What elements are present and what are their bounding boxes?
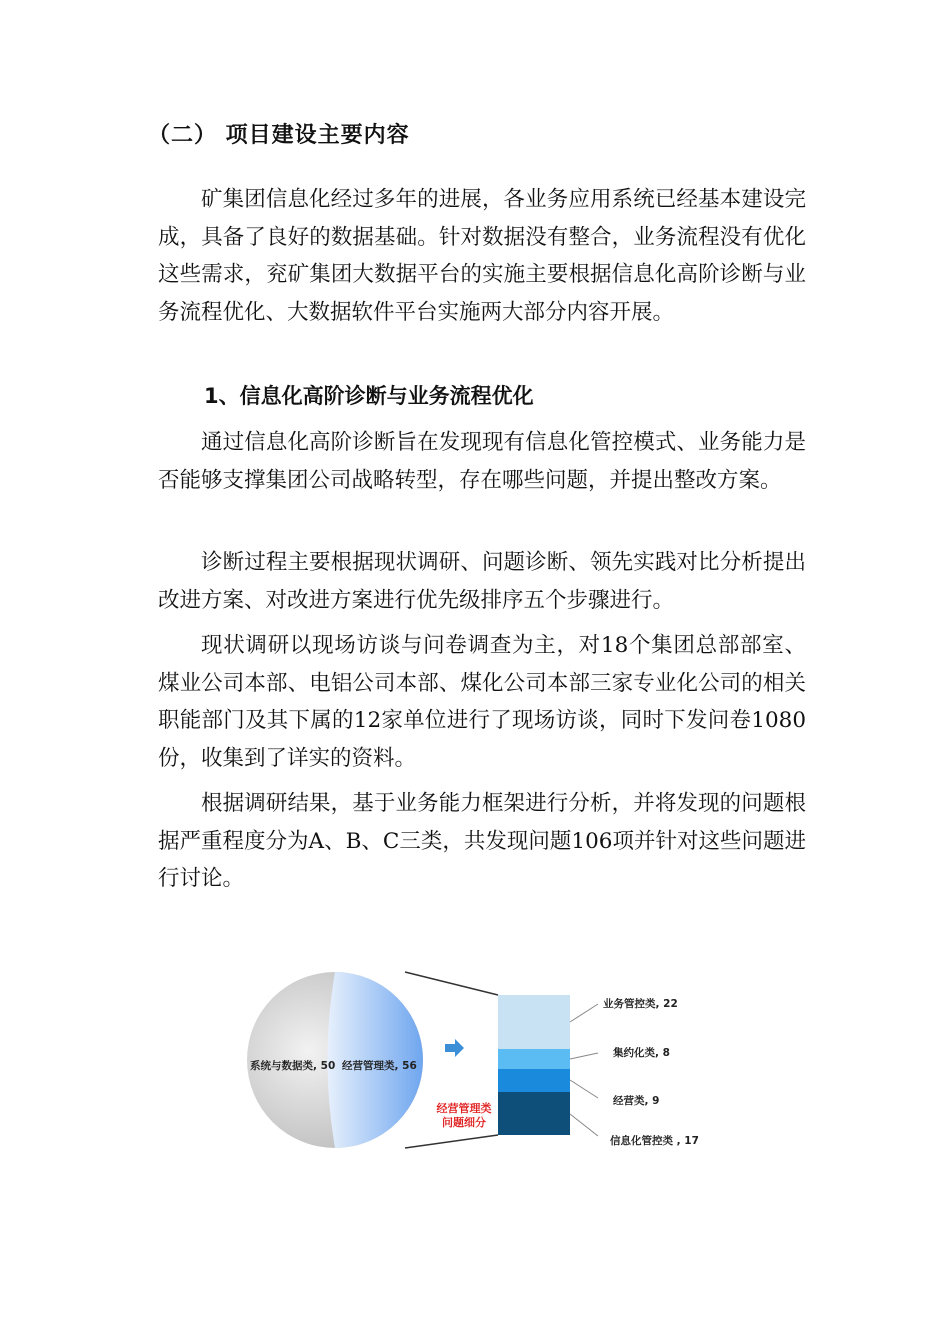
bar-segment-intensification <box>498 1049 570 1069</box>
arrow-right-icon <box>445 1039 464 1057</box>
bar-segment-business-control <box>498 995 570 1049</box>
diagnosis-process-paragraph: 诊断过程主要根据现状调研、问题诊断、领先实践对比分析提出改进方案、对改进方案进行优先级排序五个步骤进行。 <box>158 550 806 613</box>
leader-line-3 <box>570 1080 598 1098</box>
survey-paragraph: 现状调研以现场访谈与问卷调查为主，对18个集团总部部室、煤业公司本部、电铝公司本部、煤化公司本部三家专业化公司的相关职能部门及其下属的12家单位进行了现场访谈，同时下发问卷1080份，收集到了详实的资料。 <box>158 633 806 771</box>
leader-line-2 <box>570 1053 598 1059</box>
bar-label-intensification: 集约化类, 8 <box>613 1047 670 1059</box>
bar-segment-operations <box>498 1069 570 1092</box>
problem-breakdown-figure <box>240 960 720 1160</box>
breakdown-label-line2: 问题细分 <box>442 1116 486 1129</box>
bar-label-operations: 经营类, 9 <box>613 1095 660 1107</box>
bar-label-it-control: 信息化管控类 , 17 <box>610 1135 699 1147</box>
leader-line-4 <box>570 1114 598 1136</box>
section-heading: （二） 项目建设主要内容 <box>148 123 410 148</box>
pie-right-label: 经营管理类, 56 <box>342 1060 417 1072</box>
bar-segment-it-control <box>498 1092 570 1135</box>
intro-paragraph: 矿集团信息化经过多年的进展，各业务应用系统已经基本建设完成，具备了良好的数据基础。针对数据没有整合，业务流程没有优化这些需求，兖矿集团大数据平台的实施主要根据信息化高阶诊断与业务流程优化、大数据软件平台实施两大部分内容开展。 <box>158 187 806 325</box>
diagnosis-purpose-paragraph: 通过信息化高阶诊断旨在发现现有信息化管控模式、业务能力是否能够支撑集团公司战略转型，存在哪些问题，并提出整改方案。 <box>158 430 806 493</box>
results-paragraph: 根据调研结果，基于业务能力框架进行分析，并将发现的问题根据严重程度分为A、B、C三类，共发现问题106项并针对这些问题进行讨论。 <box>158 791 806 891</box>
breakdown-label-line1: 经营管理类 <box>436 1102 492 1115</box>
connector-line-bottom <box>405 1135 498 1148</box>
pie-left-label: 系统与数据类, 50 <box>250 1060 336 1072</box>
subsection-heading: 1、信息化高阶诊断与业务流程优化 <box>204 384 534 408</box>
leader-line-1 <box>570 1004 598 1022</box>
connector-line-top <box>405 972 498 995</box>
bar-label-business-control: 业务管控类, 22 <box>603 998 678 1010</box>
